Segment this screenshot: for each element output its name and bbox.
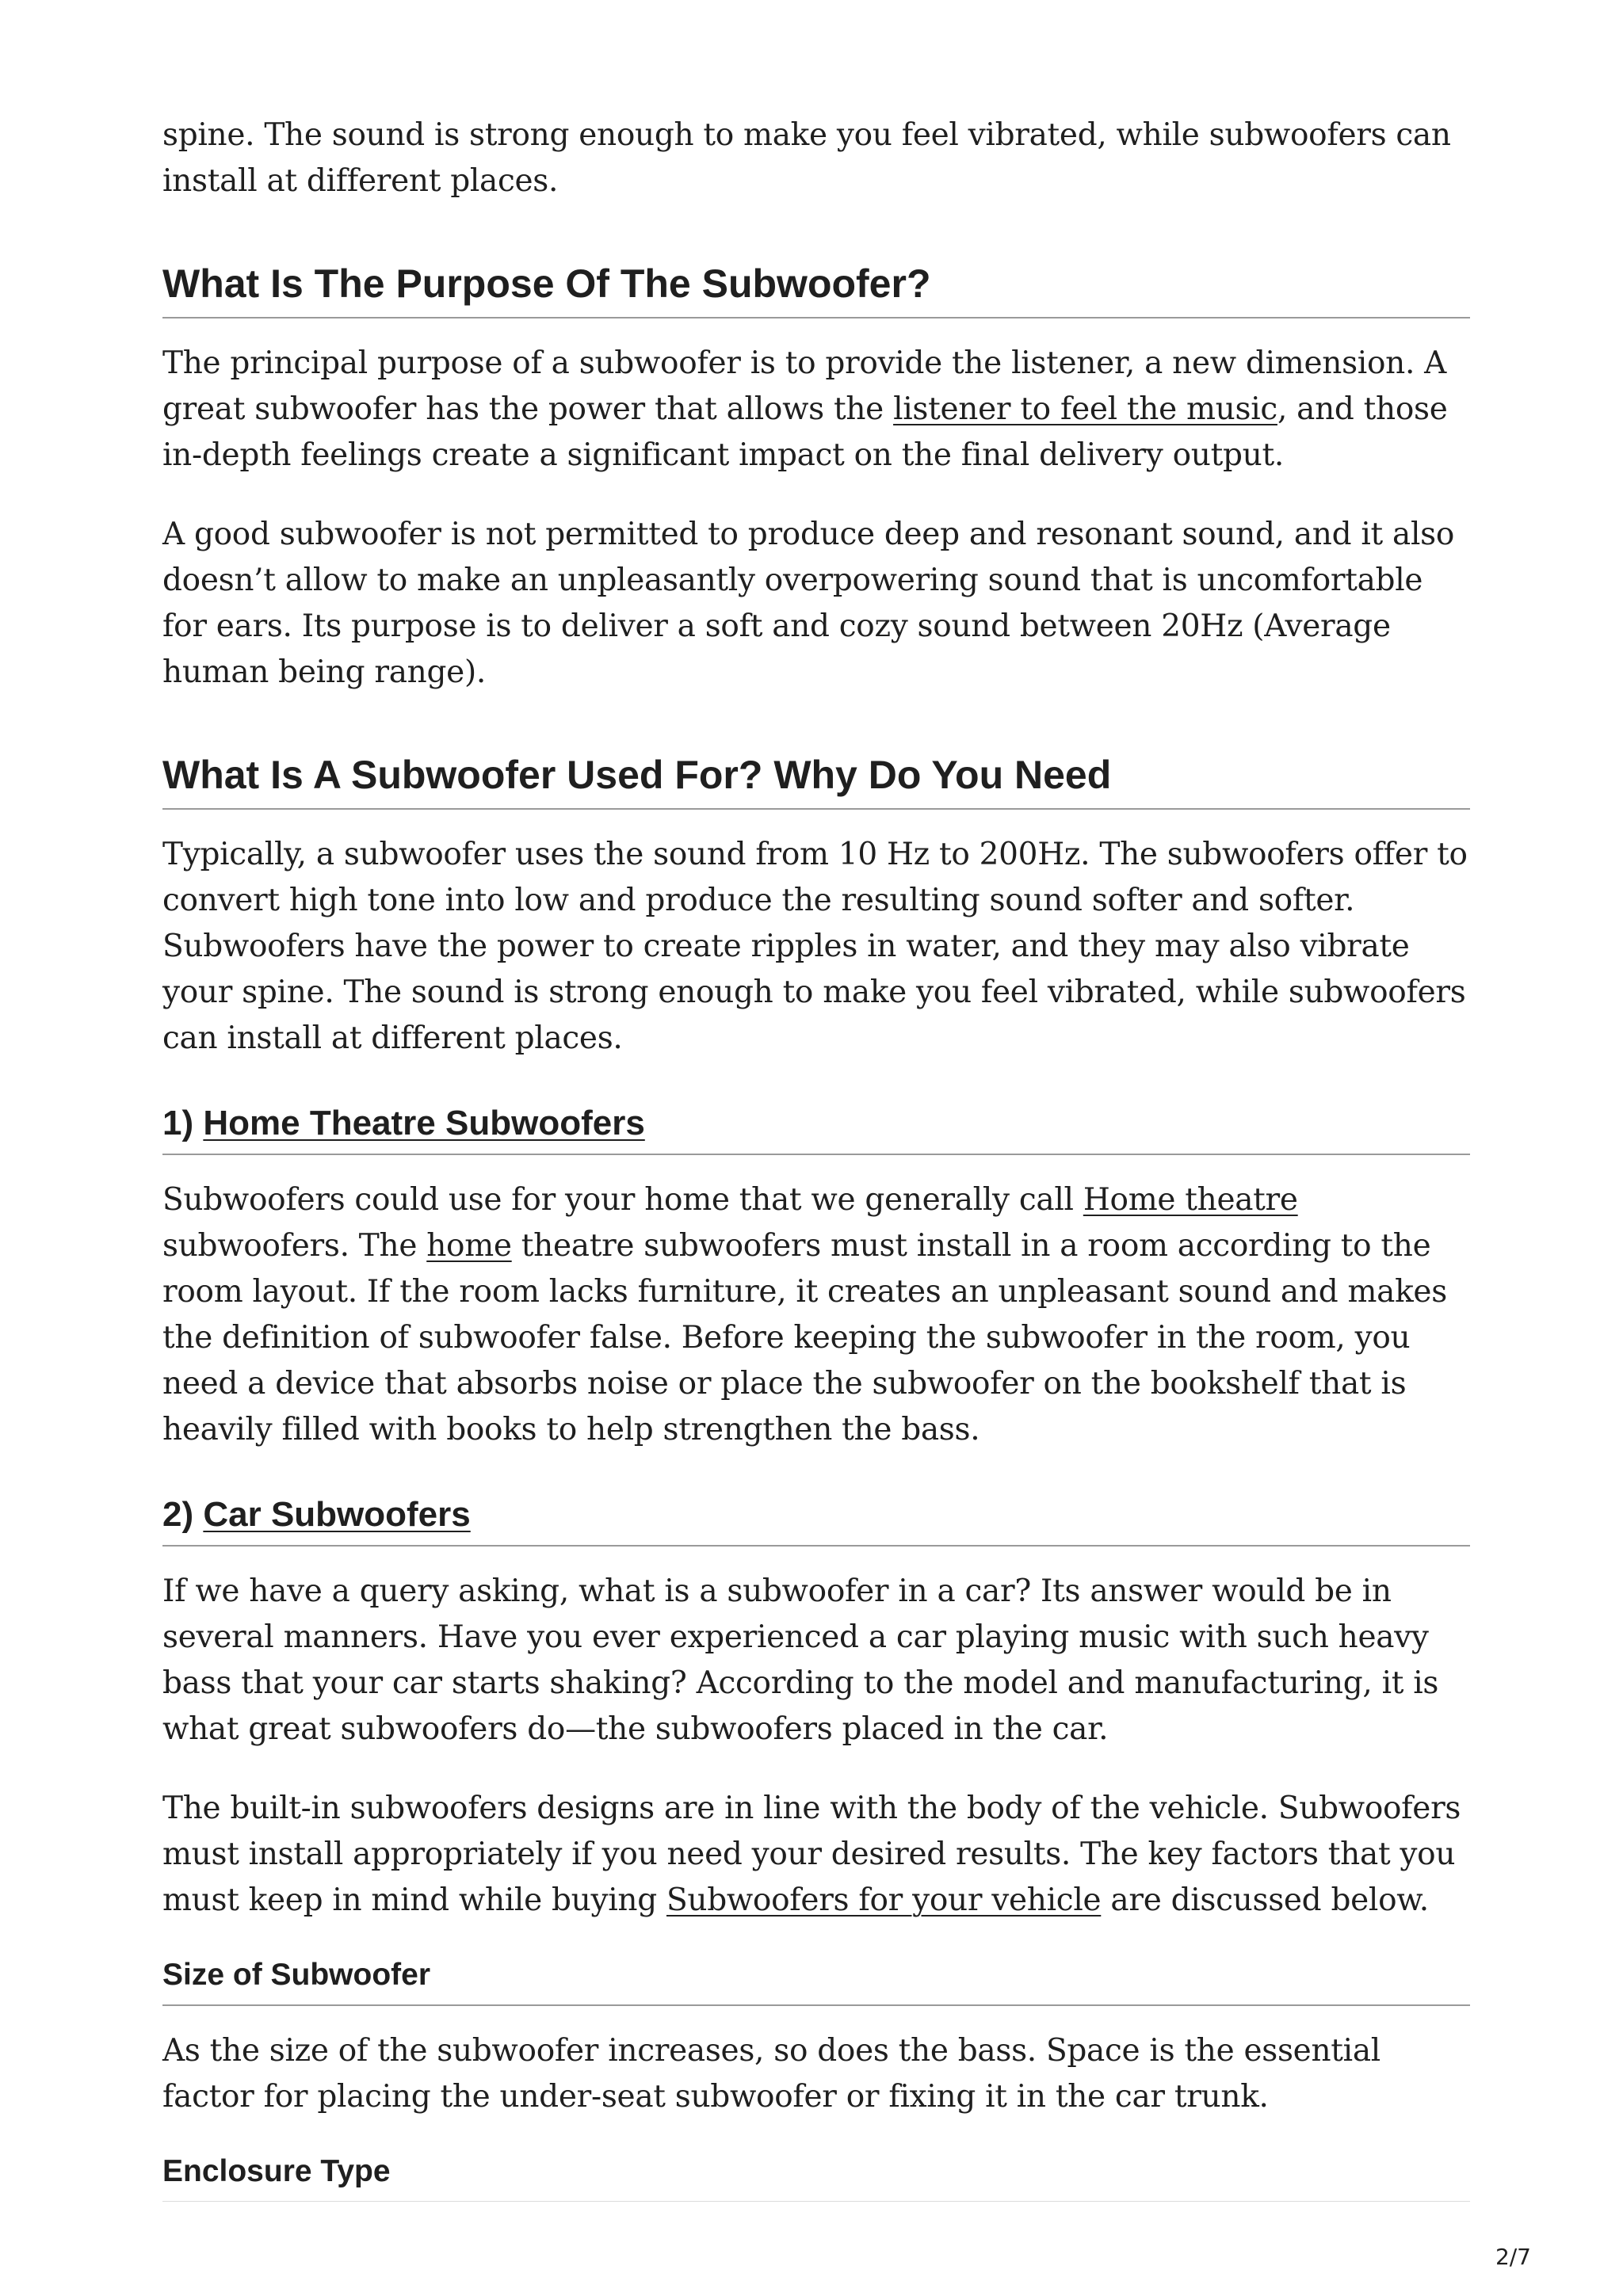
car-subwoofers-link[interactable]: Car Subwoofers: [203, 1495, 471, 1534]
home-theatre-subwoofers-link[interactable]: Home Theatre Subwoofers: [203, 1104, 645, 1142]
used-for-paragraph: Typically, a subwoofer uses the sound from 10 Hz to 200Hz. The subwoofers offer to convert high tone into low and produce the resulting sound softer and softer. Subwoofers have the power to create ripples in water, and they may also vibrate your spine. The sound is strong enough to make you feel vibrated, while subwoofers can install at different places.: [162, 837, 1468, 1056]
article-page: [162, 113, 1470, 2224]
purpose-paragraph-1: [162, 341, 1470, 479]
purpose-paragraph-2: A good subwoofer is not permitted to produce deep and resonant sound, and it also doesn’t allow to make an unpleasantly overpowering sound that is uncomfortable for ears. Its purpose is to deliver a soft and cozy sound between 20Hz (Average human being range).: [162, 517, 1455, 690]
car-heading-prefix: 2): [162, 1495, 204, 1534]
purpose-heading: What Is The Purpose Of The Subwoofer?: [162, 260, 1470, 318]
home-p-text-c: theatre subwoofers must install in a room according to the room layout. If the room lacks furniture, it creates an unpleasant sound and makes the definition of subwoofer false. Before keeping the subwoofer in the room, you need a device that absorbs noise or place the subwoofer on the bookshelf that is heavily filled with books to help strengthen the bass.: [162, 1228, 1447, 1447]
home-theatre-link[interactable]: Home theatre: [1083, 1182, 1298, 1218]
enclosure-type-heading: Enclosure Type: [162, 2153, 1470, 2202]
page-number: 2/7: [1495, 2244, 1531, 2270]
size-paragraph: As the size of the subwoofer increases, so does the bass. Space is the essential factor for placing the under-seat subwoofer or fixing it in the car trunk.: [162, 2033, 1381, 2115]
listener-feel-music-link[interactable]: listener to feel the music: [893, 391, 1277, 427]
home-link[interactable]: home: [426, 1228, 512, 1264]
car-paragraph-1: If we have a query asking, what is a subwoofer in a car? Its answer would be in several manners. Have you ever experienced a car playing music with such heavy bass that your car starts shaking? According to the model and manufacturing, it is what great subwoofers do—the subwoofers placed in the car.: [162, 1573, 1439, 1747]
home-theatre-heading: [162, 1103, 1470, 1155]
home-p-text-a: Subwoofers could use for your home that we generally call: [162, 1182, 1083, 1218]
size-of-subwoofer-heading: Size of Subwoofer: [162, 1957, 1470, 2006]
subwoofers-for-vehicle-link[interactable]: Subwoofers for your vehicle: [666, 1882, 1102, 1918]
used-for-heading: What Is A Subwoofer Used For? Why Do You Need: [162, 751, 1470, 810]
car-subwoofers-heading: [162, 1494, 1470, 1547]
car-p2-text-a: The built-in subwoofers designs are in line with the body of the vehicle. Subwoofers must install appropriately if you need your desired results. The key factors that you must keep in mind while buying: [162, 1791, 1461, 1918]
home-heading-prefix: 1): [162, 1104, 204, 1142]
purpose-p1-text-b: , and those in-depth feelings create a significant impact on the final delivery output.: [162, 391, 1448, 473]
purpose-p1-text-a: The principal purpose of a subwoofer is to provide the listener, a new dimension. A great subwoofer has the power that allows the: [162, 345, 1447, 427]
home-p-text-b: subwoofers. The: [162, 1228, 427, 1264]
car-p2-text-b: are discussed below.: [1101, 1882, 1429, 1918]
home-theatre-paragraph: [162, 1177, 1470, 1453]
intro-paragraph: spine. The sound is strong enough to make you feel vibrated, while subwoofers can install at different places.: [162, 117, 1451, 199]
car-paragraph-2: [162, 1786, 1470, 1924]
